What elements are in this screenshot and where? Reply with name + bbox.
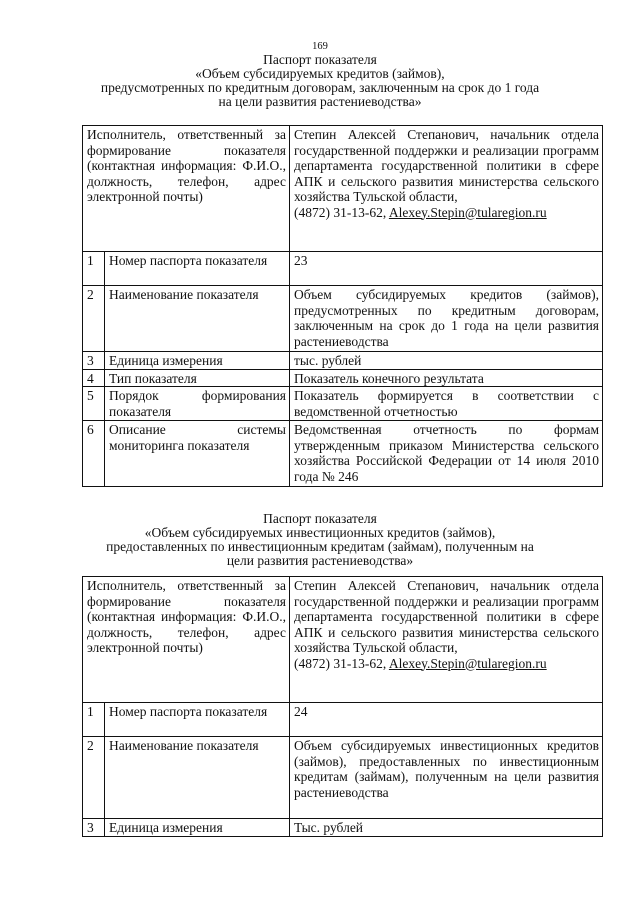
table-row: [83, 577, 603, 703]
row-value: Объем субсидируемых кредитов (займов), предусмотренных по кредитным договорам, заключенным на срок до 1 года на цели развития растениеводства: [290, 286, 603, 352]
passport-1-title-line: «Объем субсидируемых кредитов (займов),: [195, 66, 445, 81]
passport-1-table: [82, 125, 603, 487]
passport-2-table: [82, 576, 603, 837]
passport-1-title-line: на цели развития растениеводства»: [218, 94, 422, 109]
row-label: Единица измерения: [105, 819, 290, 837]
executor-label: Исполнитель, ответственный за формирование показателя (контактная информация: Ф.И.О., должность, телефон, адрес электронной почты): [83, 577, 290, 703]
passport-1-title-line: Паспорт показателя: [263, 52, 377, 67]
row-number: 1: [83, 703, 105, 737]
row-label: Описание системы мониторинга показателя: [105, 421, 290, 487]
passport-2-title-line: предоставленных по инвестиционным кредитам (займам), полученным на: [106, 539, 534, 554]
executor-name: Степин Алексей Степанович, начальник отдела государственной поддержки и реализации программ департамента государственной политики в сфере АПК и сельского развития министерства сельского хозяйства Тульской области,: [294, 127, 600, 204]
row-number: 5: [83, 387, 105, 421]
executor-name: Степин Алексей Степанович, начальник отдела государственной поддержки и реализации программ департамента государственной политики в сфере АПК и сельского развития министерства сельского хозяйства Тульской области,: [294, 578, 600, 655]
row-label: Единица измерения: [105, 352, 290, 370]
row-label: Тип показателя: [105, 369, 290, 387]
row-label: Номер паспорта показателя: [105, 252, 290, 286]
executor-value: [290, 577, 603, 703]
row-label: Порядок формирования показателя: [105, 387, 290, 421]
table-row: [83, 126, 603, 252]
passport-2-title-line: цели развития растениеводства»: [226, 553, 414, 568]
row-value: тыс. рублей: [290, 352, 603, 370]
page-number: 169: [312, 41, 328, 52]
row-value: Показатель формируется в соответствии с ведомственной отчетностью: [290, 387, 603, 421]
row-number: 3: [83, 352, 105, 370]
row-number: 2: [83, 286, 105, 352]
executor-phone: (4872) 31-13-62,: [294, 655, 387, 671]
passport-1-title-line: предусмотренных по кредитным договорам, заключенным на срок до 1 года: [100, 80, 540, 95]
table-row: [83, 286, 603, 352]
executor-value: [290, 126, 603, 252]
row-number: 6: [83, 421, 105, 487]
row-number: 2: [83, 737, 105, 819]
table-row: [83, 387, 603, 421]
row-value: Объем субсидируемых инвестиционных кредитов (займов), предоставленных по инвестиционным кредитам (займам), полученным на цели развития растениеводства: [290, 737, 603, 819]
executor-label: Исполнитель, ответственный за формирование показателя (контактная информация: Ф.И.О., должность, телефон, адрес электронной почты): [83, 126, 290, 252]
row-value: Показатель конечного результата: [290, 369, 603, 387]
row-number: 4: [83, 369, 105, 387]
passport-2-title: [60, 512, 580, 568]
passport-2-title-line: Паспорт показателя: [263, 511, 377, 526]
row-number: 1: [83, 252, 105, 286]
executor-phone: (4872) 31-13-62,: [294, 204, 387, 220]
passport-1-title: [60, 53, 580, 109]
table-row: [83, 369, 603, 387]
row-label: Номер паспорта показателя: [105, 703, 290, 737]
table-row: [83, 352, 603, 370]
row-number: 3: [83, 819, 105, 837]
row-value: 24: [290, 703, 603, 737]
table-row: [83, 421, 603, 487]
executor-email[interactable]: Alexey.Stepin@tularegion.ru: [388, 204, 547, 220]
row-value: Тыс. рублей: [290, 819, 603, 837]
passport-2-title-line: «Объем субсидируемых инвестиционных кредитов (займов),: [144, 525, 496, 540]
table-row: [83, 252, 603, 286]
table-row: [83, 819, 603, 837]
table-row: [83, 703, 603, 737]
row-label: Наименование показателя: [105, 286, 290, 352]
executor-email[interactable]: Alexey.Stepin@tularegion.ru: [388, 655, 547, 671]
row-value: Ведомственная отчетность по формам утвержденным приказом Министерства сельского хозяйства Российской Федерации от 14 июля 2010 года № 246: [290, 421, 603, 487]
row-label: Наименование показателя: [105, 737, 290, 819]
row-value: 23: [290, 252, 603, 286]
table-row: [83, 737, 603, 819]
